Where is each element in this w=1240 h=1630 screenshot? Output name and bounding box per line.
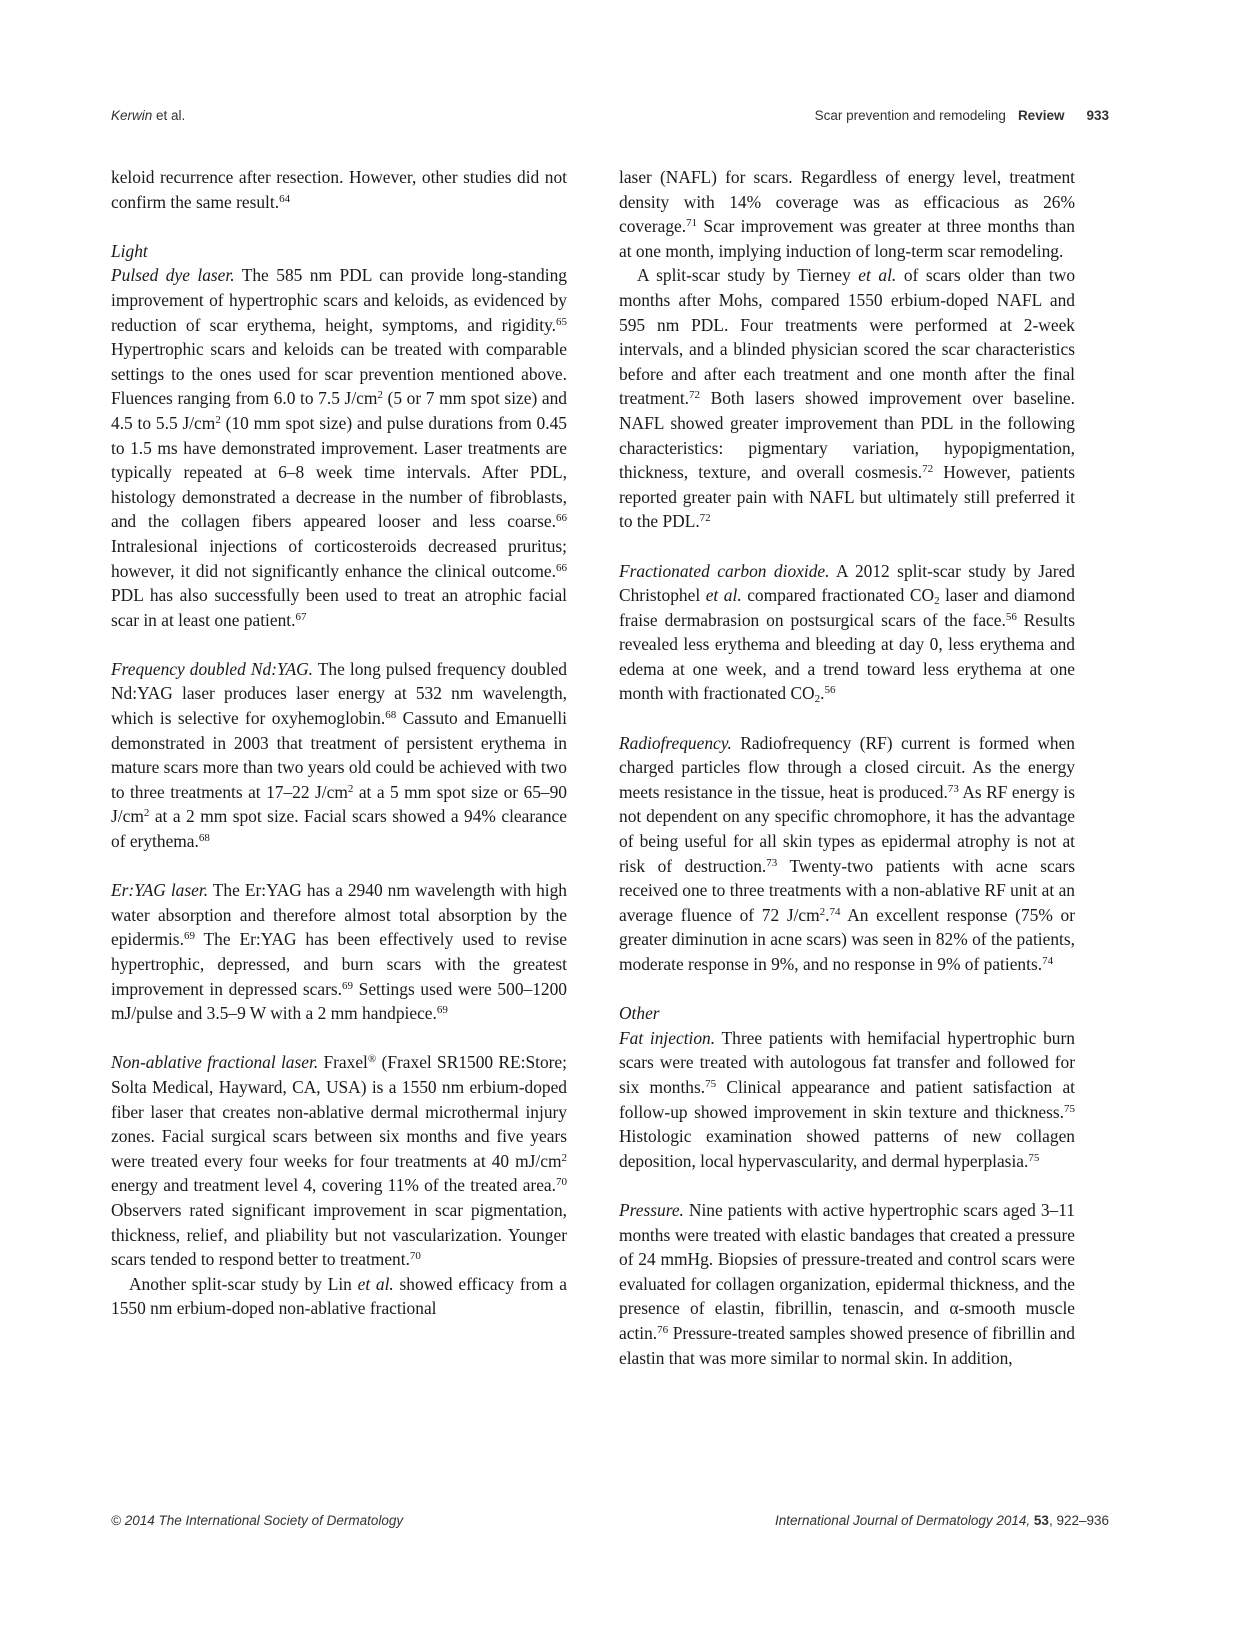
paragraph-non-ablative-fractional: Non-ablative fractional laser. Fraxel® (Fraxel SR1500 RE:Store; Solta Medical, Hayward, CA, USA) is a 1550 nm erbium-doped fiber laser that creates non-ablative dermal microthermal injury zones. Facial surgical scars between six months and five years were treated every four weeks for four treatments at 40 $mJ/cm^2$ energy and treatment level 4, covering 11% of the treated area.$^{70}$ Observers rated significant improvement in scar pigmentation, thickness, relief, and pliability but not vascularization. Younger scars tended to respond better to treatment.$^{70}$ <box>111 1052 567 1270</box>
paragraph-fractionated-co2: Fractionated carbon dioxide. A 2012 split-scar study by Jared Christophel et al. compared fractionated $CO_2$ laser and diamond fraise dermabrasion on postsurgical scars of the face.$^{56}$ Results revealed less erythema and bleeding at day 0, less erythema and edema at one week, and a trend toward less erythema at one month with fractionated $CO_2.^{56}$ <box>619 560 1076 706</box>
left-column <box>111 165 567 1321</box>
footer-copyright: © 2014 The International Society of Dermatology <box>111 1513 404 1528</box>
paragraph-radiofrequency: Radiofrequency. Radiofrequency (RF) current is formed when charged particles flow through a closed circuit. As the energy meets resistance in the tissue, heat is produced.$^{73}$ As RF energy is not dependent on any specific chromophore, it has the advantage of being useful for all skin types as epidermal atrophy is not at risk of destruction.$^{73}$ Twenty-two patients with acne scars received one to three treatments with a non-ablative RF unit at an average fluence of 72 $J/cm^2.^{74}$ An excellent response (75% or greater diminution in acne scars) was seen in 82% of the patients, moderate response in 9%, and no response in 9% of patients.$^{74}$ <box>619 732 1075 974</box>
subheading-pressure: Pressure. <box>619 1199 684 1220</box>
paragraph-pressure: Pressure. Nine patients with active hypertrophic scars aged 3–11 months were treated with elastic bandages that created a pressure of 24 mmHg. Biopsies of pressure-treated and control scars were evaluated for collagen organization, epidermal thickness, and the presence of elastin, fibrillin, tenascin, and α-smooth muscle actin.$^{76}$ Pressure-treated samples showed presence of fibrillin and elastin that was more similar to normal skin. In addition, <box>619 1199 1075 1368</box>
header-author-suffix: et al. <box>152 108 186 123</box>
section-heading-light: Light <box>111 240 148 261</box>
subheading-fat: Fat injection. <box>619 1027 716 1048</box>
header-author: Kerwin <box>111 108 153 123</box>
subheading-pdl: Pulsed dye laser. <box>111 265 235 286</box>
footer-volume: 53 <box>1033 1513 1049 1528</box>
paragraph-lin-study: Another split-scar study by Lin et al. showed efficacy from a 1550 nm erbium-doped non-ablative fractional <box>111 1273 568 1319</box>
header-section: Review <box>1017 108 1065 123</box>
paragraph-pulsed-dye-laser: Pulsed dye laser. The 585 nm PDL can provide long-standing improvement of hypertrophic scars and keloids, as evidenced by reduction of scar erythema, height, symptoms, and rigidity.$^{65}$ Hypertrophic scars and keloids can be treated with comparable settings to the ones used for scar prevention mentioned above. Fluences ranging from 6.0 to 7.5 $J/cm^2$ (5 or 7 mm spot size) and 4.5 to 5.5 $J/cm^2$ (10 mm spot size) and pulse durations from 0.45 to 1.5 ms have demonstrated improvement. Laser treatments are typically repeated at 6–8 week time intervals. After PDL, histology demonstrated a decrease in the number of fibroblasts, and the collagen fibers appeared looser and less coarse.$^{66}$ Intralesional injections of corticosteroids decreased pruritus; however, it did not significantly enhance the clinical outcome.$^{66}$ PDL has also successfully been used to treat an atrophic facial scar in at least one patient.$^{67}$ <box>111 265 567 630</box>
subheading-nd-yag: Frequency doubled Nd:YAG. <box>111 658 313 679</box>
section-heading-other: Other <box>619 1003 660 1024</box>
right-column <box>619 165 1075 1370</box>
running-header-authors <box>111 108 185 123</box>
subheading-er-yag: Er:YAG laser. <box>111 880 209 901</box>
subheading-co2: Fractionated carbon dioxide. <box>619 560 830 581</box>
page-number: 933 <box>1086 108 1109 123</box>
paragraph-nafl-continued: laser (NAFL) for scars. Regardless of energy level, treatment density with 14% coverage was as efficacious as 26% coverage.$^{71}$ Scar improvement was greater at three months than at one month, implying induction of long-term scar remodeling. <box>619 167 1075 261</box>
paragraph-keloid-recurrence: keloid recurrence after resection. However, other studies did not confirm the same result.$^{64}$ <box>111 167 567 212</box>
running-header-title <box>815 108 1109 123</box>
footer-pages: , 922–936 <box>1048 1513 1109 1528</box>
paragraph-fat-injection: Fat injection. Three patients with hemifacial hypertrophic burn scars were treated with autologous fat transfer and followed for six months.$^{75}$ Clinical appearance and patient satisfaction at follow-up showed improvement in skin texture and thickness.$^{75}$ Histologic examination showed patterns of new collagen deposition, local hypervascularity, and dermal hyperplasia.$^{75}$ <box>619 1027 1075 1171</box>
footer-citation <box>775 1513 1109 1528</box>
header-running-title: Scar prevention and remodeling <box>814 108 1006 123</box>
paragraph-er-yag: Er:YAG laser. The Er:YAG has a 2940 nm wavelength with high water absorption and therefore almost total absorption by the epidermis.$^{69}$ The Er:YAG has been effectively used to revise hypertrophic, depressed, and burn scars with the greatest improvement in depressed scars.$^{69}$ Settings used were 500–1200 mJ/pulse and 3.5–9 W with a 2 mm handpiece.$^{69}$ <box>111 880 567 1024</box>
paragraph-tierney-study: A split-scar study by Tierney et al. of scars older than two months after Mohs, compared 1550 erbium-doped NAFL and 595 nm PDL. Four treatments were performed at 2-week intervals, and a blinded physician scored the scar characteristics before and after each treatment and one month after the final treatment.$^{72}$ Both lasers showed improvement over baseline. NAFL showed greater improvement than PDL in the following characteristics: pigmentary variation, hypopigmentation, thickness, texture, and overall cosmesis.$^{72}$ However, patients reported greater pain with NAFL but ultimately still preferred it to the PDL.$^{72}$ <box>619 265 1076 532</box>
subheading-rf: Radiofrequency. <box>619 732 732 753</box>
subheading-nafl: Non-ablative fractional laser. <box>111 1052 319 1073</box>
paragraph-nd-yag: Frequency doubled Nd:YAG. The long pulsed frequency doubled Nd:YAG laser produces laser energy at 532 nm wavelength, which is selective for oxyhemoglobin.$^{68}$ Cassuto and Emanuelli demonstrated in 2003 that treatment of persistent erythema in mature scars more than two years old could be achieved with two to three treatments at 17–22 $J/cm^2$ at a 5 mm spot size or 65–90 $J/cm^2$ at a 2 mm spot size. Facial scars showed a 94% clearance of erythema.$^{68}$ <box>111 658 567 852</box>
footer-journal: International Journal of Dermatology 2014, <box>775 1513 1034 1528</box>
